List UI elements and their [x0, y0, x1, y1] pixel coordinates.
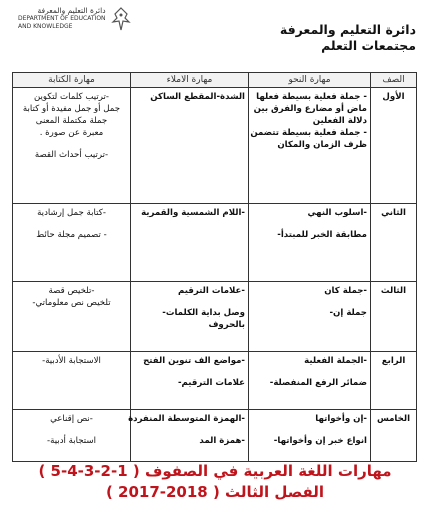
cell-gap — [134, 367, 245, 377]
cell-line: -ترتيب كلمات لتكوين — [33, 92, 110, 102]
cell-gap — [252, 425, 367, 435]
cell-line: استجابة أدبية- — [47, 436, 96, 446]
cell-line: -مواضع الف تنوين الفتح — [143, 356, 245, 366]
header-writing: مهارة الكتابة — [13, 73, 131, 88]
cell-line: انواع خبر إن وأخواتها- — [273, 436, 367, 446]
dictation-cell — [131, 88, 249, 204]
cell-line: علامات الترقيم- — [177, 378, 245, 388]
cell-line: -علامات الترقيم — [177, 286, 245, 296]
cell-line: - جملة فعلية بسيطة تتضمن — [250, 128, 367, 138]
cell-gap — [252, 367, 367, 377]
dictation-cell — [131, 352, 249, 410]
cell-line: ضمائر الرفع المنفصلة- — [269, 378, 367, 388]
grammar-cell — [249, 204, 371, 282]
cell-gap — [252, 219, 367, 229]
grammar-cell — [249, 282, 371, 352]
logo-text-block — [18, 6, 106, 30]
writing-cell — [13, 88, 131, 204]
logo-arabic-name: دائرة التعليم والمعرفة — [37, 6, 106, 15]
cell-line: ماض أو مضارع والفرق بين — [253, 104, 367, 114]
logo-english-line-2: AND KNOWLEDGE — [18, 22, 73, 30]
writing-cell — [13, 352, 131, 410]
cell-line: -الهمزة المتوسطة المنفردة — [128, 414, 245, 424]
page-title: مجتمعات التعلم — [321, 38, 416, 53]
table-body — [13, 88, 417, 462]
table-header-row — [13, 73, 417, 88]
cell-line: - جملة فعلية بسيطة فعلها — [256, 92, 367, 102]
cell-gap — [16, 425, 127, 435]
cell-line: -جملة كان — [324, 286, 367, 296]
cell-line: جملة مكتملة المعنى — [35, 116, 108, 126]
cell-gap — [134, 297, 245, 307]
cell-gap — [252, 297, 367, 307]
cell-line: -الجملة الفعلية — [304, 356, 367, 366]
cell-line: وصل بداية الكلمات- — [162, 308, 245, 318]
cell-line: -نص إقناعي — [50, 414, 93, 424]
cell-line: جمل أو جمل مفيدة أو كتابة — [22, 104, 121, 114]
cell-line: معبرة عن صورة . — [39, 128, 104, 138]
cell-line: -إن وأخواتها — [315, 414, 367, 424]
cell-gap — [16, 219, 127, 229]
cell-line: الشدة-المقطع الساكن — [150, 92, 245, 102]
cell-line: الاستجابة الأدبية- — [42, 356, 101, 366]
grade-cell: الثاني — [371, 204, 417, 282]
cell-gap — [16, 139, 127, 149]
cell-line: -اللام الشمسية والقمرية — [141, 208, 245, 218]
footer-semester: الفصل الثالث ( 2018-2017 ) — [105, 483, 325, 501]
table-row — [13, 410, 417, 462]
cell-line: دلالة الفعلين — [312, 116, 367, 126]
footer-title: مهارات اللغة العربية في الصفوف ( 1-2-3-4-5 ) — [38, 462, 392, 480]
cell-line: - تصميم مجلة حائط — [36, 230, 107, 240]
writing-cell — [13, 282, 131, 352]
cell-line: مطابقة الخبر للمبتدأ- — [277, 230, 367, 240]
dictation-cell — [128, 410, 249, 462]
table-row — [13, 88, 417, 204]
dictation-cell — [131, 282, 249, 352]
grammar-cell — [249, 88, 371, 204]
skills-table — [12, 72, 417, 462]
grammar-cell — [249, 352, 371, 410]
cell-line: جملة إن- — [329, 308, 367, 318]
header-grade: الصف — [371, 73, 417, 88]
cell-line: -اسلوب النهي — [307, 208, 367, 218]
cell-line: ظرف الزمان والمكان — [277, 140, 367, 150]
header-grammar: مهارة النحو — [249, 73, 371, 88]
department-name: دائرة التعليم والمعرفة — [279, 22, 416, 37]
grade-cell: الثالث — [371, 282, 417, 352]
page-header — [280, 22, 416, 54]
cell-line: -كتابة جمل إرشادية — [37, 208, 106, 218]
logo-english-line-1: DEPARTMENT OF EDUCATION — [18, 15, 106, 22]
table-row — [13, 204, 417, 282]
cell-line: -ترتيب أحداث القصة — [34, 150, 109, 160]
cell-line: -تلخيص قصة — [48, 286, 95, 296]
cell-line: -همزة المد — [199, 436, 245, 446]
grammar-cell — [249, 410, 371, 462]
table-row — [13, 282, 417, 352]
cell-line: بالحروف — [208, 320, 245, 330]
writing-cell — [13, 204, 131, 282]
header-dictation: مهارة الاملاء — [131, 73, 249, 88]
writing-cell — [13, 410, 131, 462]
grade-cell: الرابع — [371, 352, 417, 410]
dictation-cell — [131, 204, 249, 282]
cell-gap — [134, 425, 245, 435]
department-logo — [18, 6, 133, 32]
cell-line: تلخيص نص معلوماتي- — [32, 298, 111, 308]
grade-cell: الخامس — [371, 410, 417, 462]
grade-cell: الأول — [371, 88, 417, 204]
table-row — [13, 352, 417, 410]
falcon-emblem-icon — [110, 6, 132, 32]
